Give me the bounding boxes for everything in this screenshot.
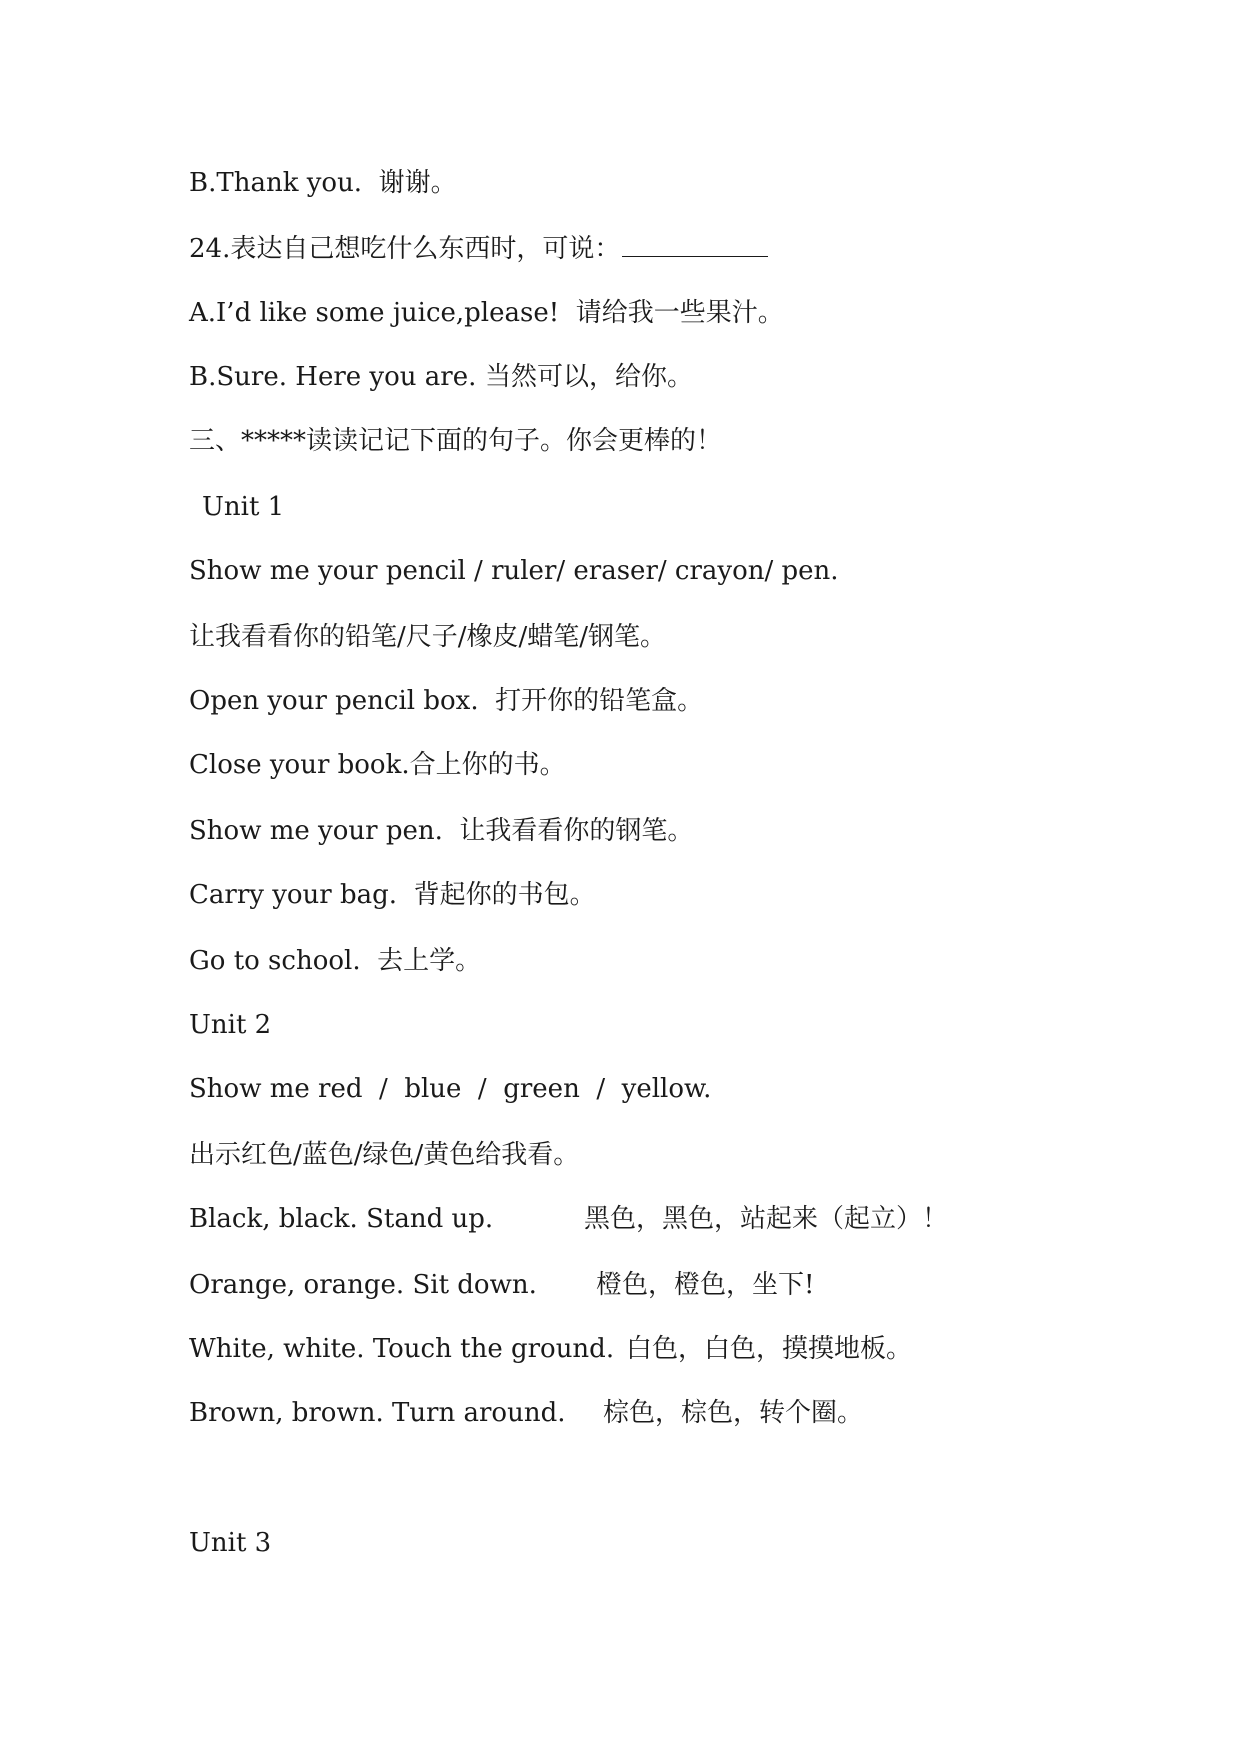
unit-2-sentence-5-en: White, white. Touch the ground. <box>189 1334 615 1364</box>
unit-2-sentence-4-en: Orange, orange. Sit down. <box>189 1270 537 1300</box>
unit-1-sentence-2: 让我看看你的铅笔/尺子/橡皮/蜡笔/钢笔。 <box>189 622 667 652</box>
unit-2-sentence-4-zh: 橙色，橙色，坐下! <box>596 1270 815 1300</box>
unit-2-sentence-4 <box>189 1268 815 1302</box>
unit-2-sentence-3 <box>189 1202 949 1236</box>
question-24-text: 24.表达自己想吃什么东西时，可说： <box>189 234 621 264</box>
option-b-sure <box>189 360 694 394</box>
question-24 <box>189 230 768 266</box>
option-b-thank-you: B.Thank you. 谢谢。 <box>189 168 457 198</box>
option-b-sure-en: B.Sure. Here you are. <box>189 362 477 392</box>
unit-2-sentence-5-zh: 白色，白色，摸摸地板。 <box>626 1334 913 1364</box>
unit-1-sentence-3: Open your pencil box. 打开你的铅笔盒。 <box>189 686 704 716</box>
unit-2-sentence-6 <box>189 1396 864 1430</box>
unit-2-sentence-2: 出示红色/蓝色/绿色/黄色给我看。 <box>189 1140 580 1170</box>
unit-3-heading: Unit 3 <box>189 1528 272 1558</box>
section-three-heading: 三、*****读读记记下面的句子。你会更棒的！ <box>189 426 723 456</box>
unit-1-sentence-7: Go to school. 去上学。 <box>189 946 482 976</box>
unit-2-heading: Unit 2 <box>189 1010 272 1040</box>
option-b-sure-zh: 当然可以，给你。 <box>485 362 694 392</box>
unit-2-sentence-3-en: Black, black. Stand up. <box>189 1204 494 1234</box>
unit-1-sentence-5: Show me your pen. 让我看看你的钢笔。 <box>189 816 694 846</box>
answer-blank <box>622 230 768 257</box>
unit-2-sentence-6-en: Brown, brown. Turn around. <box>189 1398 566 1428</box>
unit-2-sentence-3-zh: 黑色，黑色，站起来（起立）！ <box>584 1204 949 1234</box>
unit-2-sentence-5 <box>189 1332 913 1366</box>
unit-1-sentence-6: Carry your bag. 背起你的书包。 <box>189 880 596 910</box>
unit-1-sentence-4: Close your book.合上你的书。 <box>189 750 566 780</box>
unit-1-heading: Unit 1 <box>202 492 285 522</box>
unit-2-sentence-6-zh: 棕色，棕色，转个圈。 <box>603 1398 864 1428</box>
option-a-juice: A.I’d like some juice,please! 请给我一些果汁。 <box>189 298 784 328</box>
unit-1-sentence-1: Show me your pencil / ruler/ eraser/ crayon/ pen. <box>189 556 839 586</box>
unit-2-sentence-1: Show me red / blue / green / yellow. <box>189 1074 712 1104</box>
